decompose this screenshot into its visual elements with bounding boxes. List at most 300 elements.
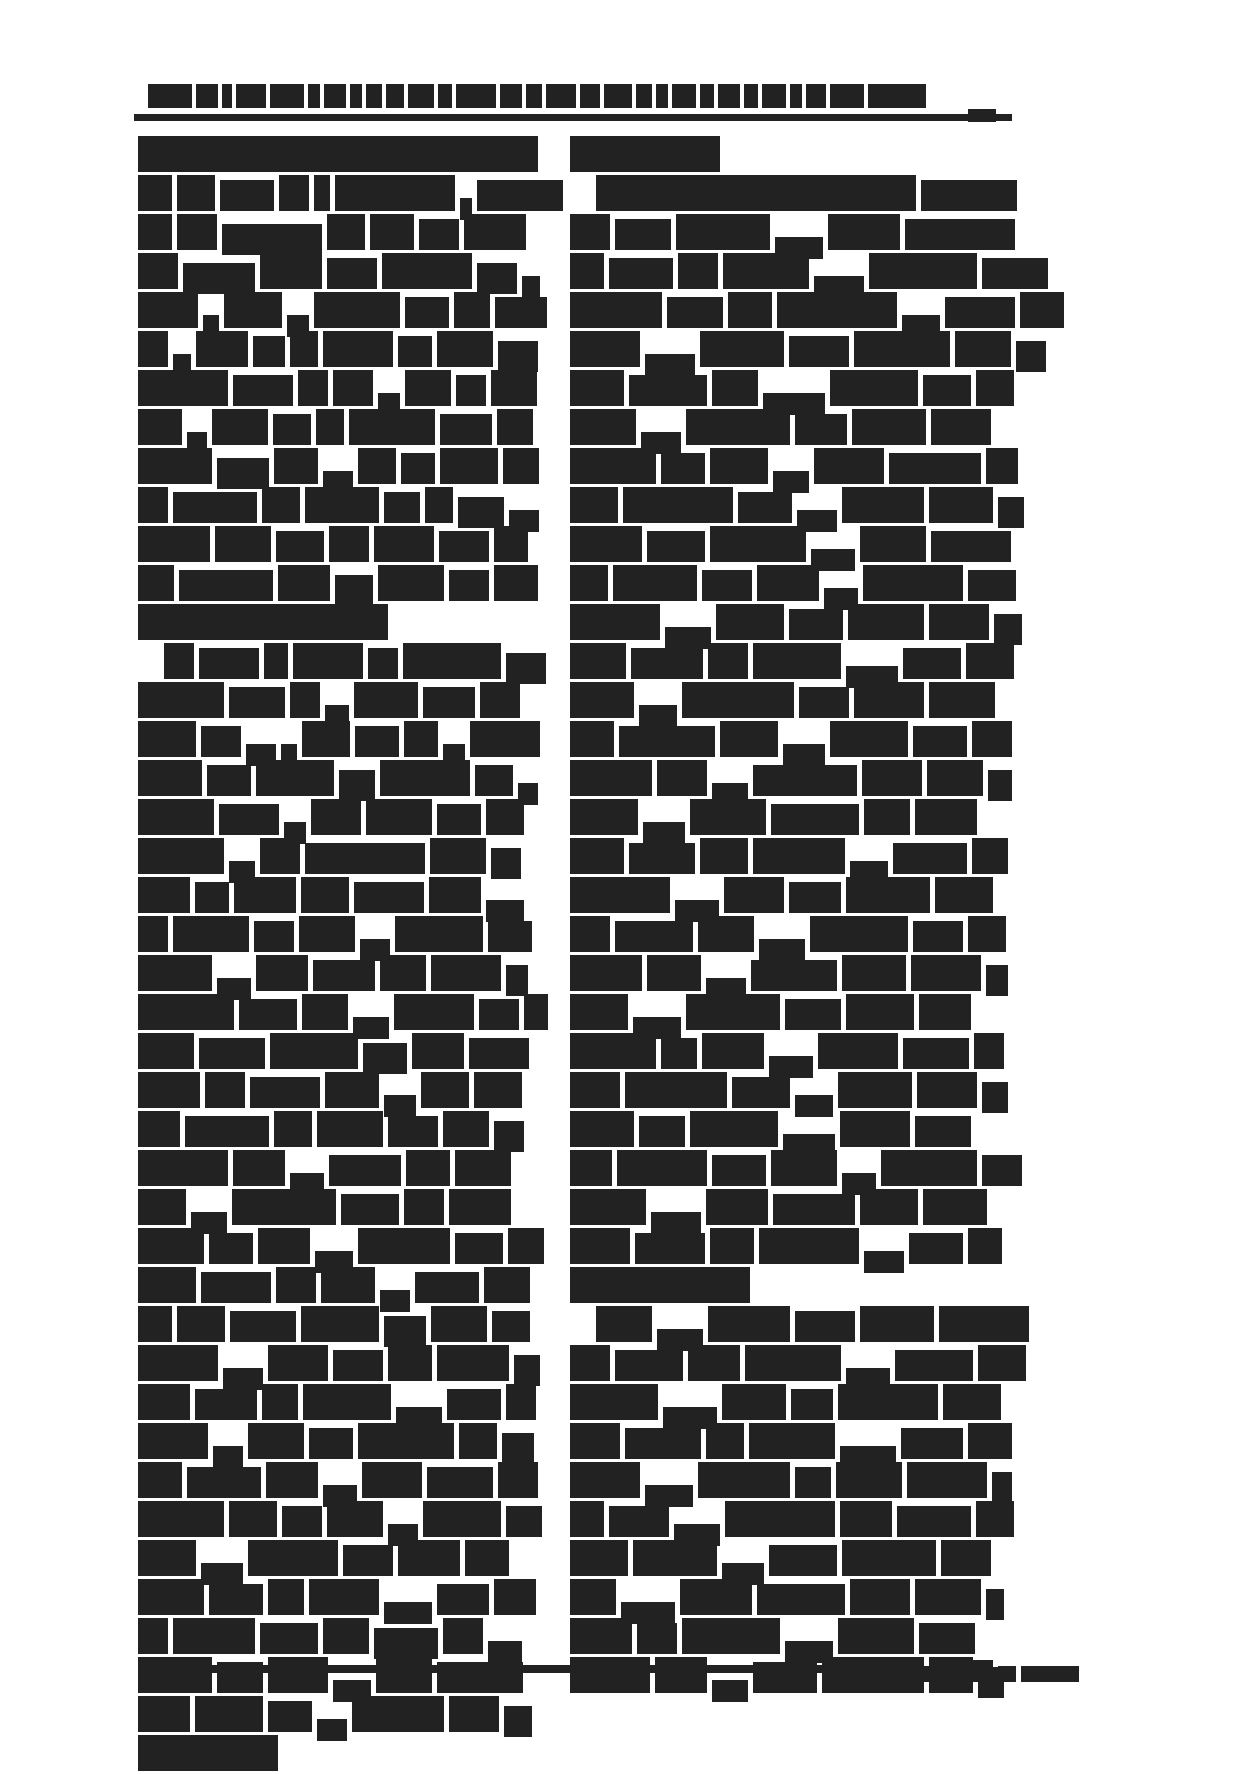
redaction-bar	[570, 448, 656, 484]
redaction-bar	[500, 84, 522, 108]
redaction-bar	[173, 1618, 255, 1654]
redaction-bar	[236, 84, 266, 108]
redaction-bar	[706, 1423, 744, 1459]
redaction-bar	[698, 1462, 790, 1498]
redaction-bar	[311, 799, 361, 835]
redaction-bar	[138, 799, 214, 835]
redaction-bar	[384, 492, 420, 523]
redaction-bar	[570, 409, 636, 445]
redaction-bar	[298, 370, 328, 406]
redaction-bar	[655, 1657, 707, 1693]
redaction-bar	[209, 1233, 253, 1264]
redaction-bar	[456, 375, 486, 406]
redaction-bar	[720, 721, 778, 757]
redacted-text-line	[570, 1345, 1012, 1384]
redaction-bar	[305, 487, 379, 523]
redaction-bar	[470, 721, 540, 757]
redaction-bar	[358, 448, 396, 484]
redaction-bar	[818, 1033, 898, 1069]
redaction-bar	[164, 643, 194, 679]
redaction-bar	[427, 1467, 493, 1498]
redaction-bar	[456, 84, 496, 108]
redaction-bar	[378, 565, 444, 601]
redaction-bar	[762, 84, 786, 108]
redaction-bar	[570, 877, 670, 913]
redaction-bar	[477, 180, 563, 211]
redaction-bar	[138, 1033, 194, 1069]
redaction-bar	[795, 1311, 855, 1342]
redaction-bar	[302, 994, 348, 1030]
redaction-bar	[710, 1228, 754, 1264]
redaction-bar	[138, 331, 168, 367]
redaction-bar	[842, 487, 924, 523]
redaction-bar	[903, 648, 961, 679]
redaction-bar	[570, 604, 660, 640]
redaction-bar	[893, 843, 967, 874]
redaction-bar	[570, 1579, 616, 1615]
redaction-bar	[661, 453, 705, 484]
redaction-bar	[939, 1306, 1029, 1342]
redaction-bar	[177, 214, 217, 250]
redaction-bar	[860, 526, 926, 562]
redaction-bar	[480, 682, 520, 718]
redaction-bar	[749, 1423, 835, 1459]
redacted-text-line	[570, 1384, 1012, 1423]
redaction-bar	[138, 1072, 200, 1108]
redaction-bar	[625, 1072, 727, 1108]
redaction-bar	[968, 1228, 1002, 1264]
redaction-bar	[929, 682, 995, 718]
redaction-bar	[686, 994, 780, 1030]
redaction-bar	[196, 331, 248, 367]
redaction-bar	[570, 1384, 658, 1420]
redaction-bar	[232, 1189, 336, 1225]
redacted-text-line	[138, 1579, 546, 1618]
redaction-bar	[408, 84, 434, 108]
redaction-bar	[368, 648, 398, 679]
redaction-bar	[998, 1666, 1016, 1682]
redaction-bar	[724, 877, 784, 913]
redaction-bar	[335, 175, 455, 211]
redaction-bar	[570, 1033, 656, 1069]
redaction-bar	[915, 1116, 971, 1147]
redaction-bar	[258, 1228, 310, 1264]
redaction-bar	[262, 487, 300, 523]
redaction-bar	[425, 487, 453, 523]
redaction-bar	[219, 804, 279, 835]
redacted-text-line	[570, 448, 1012, 487]
redaction-bar	[945, 297, 1015, 328]
redacted-text-line	[138, 643, 546, 682]
redaction-bar	[195, 1389, 257, 1420]
redaction-bar	[217, 458, 269, 489]
redacted-text-line	[570, 877, 1012, 916]
redaction-bar	[138, 1579, 204, 1615]
redaction-bar	[700, 84, 714, 108]
redaction-bar	[301, 1306, 379, 1342]
redaction-bar	[440, 414, 492, 445]
redaction-bar	[706, 1189, 768, 1225]
redaction-bar	[260, 1623, 318, 1654]
redaction-bar	[423, 1501, 501, 1537]
redaction-bar	[274, 448, 318, 484]
redaction-bar	[923, 375, 971, 406]
redaction-bar	[570, 292, 662, 328]
redaction-bar	[469, 1038, 529, 1069]
redacted-paragraph	[570, 1306, 1012, 1696]
redaction-bar	[309, 1428, 353, 1459]
redaction-bar	[738, 492, 792, 523]
redaction-bar	[423, 687, 475, 718]
redacted-text-line	[138, 448, 546, 487]
redaction-bar	[913, 921, 963, 952]
redaction-bar	[374, 526, 434, 562]
redaction-bar	[702, 1033, 764, 1069]
redacted-text-line	[138, 292, 546, 331]
redaction-bar	[838, 1618, 914, 1654]
redaction-bar	[233, 1150, 285, 1186]
redacted-text-line	[138, 526, 546, 565]
redaction-bar	[617, 1150, 707, 1186]
redaction-bar	[339, 770, 375, 801]
redaction-bar	[712, 370, 758, 406]
redaction-bar	[494, 1579, 536, 1615]
redaction-bar	[609, 1506, 669, 1537]
redaction-bar	[789, 609, 843, 640]
redaction-bar	[431, 955, 501, 991]
redaction-bar	[138, 487, 168, 523]
redacted-text-line	[570, 1579, 1012, 1618]
redaction-bar	[282, 1506, 322, 1537]
redaction-bar	[852, 409, 926, 445]
redaction-bar	[358, 1423, 454, 1459]
redacted-text-line	[138, 1696, 546, 1735]
redaction-bar	[439, 531, 489, 562]
redaction-bar	[212, 409, 268, 445]
redaction-bar	[497, 409, 533, 445]
redaction-bar	[199, 1038, 265, 1069]
redacted-text-line	[138, 1345, 546, 1384]
redaction-bar	[220, 180, 274, 211]
redaction-bar	[629, 843, 695, 874]
redaction-bar	[464, 214, 526, 250]
redaction-bar	[138, 1540, 196, 1576]
redaction-bar	[968, 916, 1006, 952]
redaction-bar	[771, 1150, 837, 1186]
redaction-bar	[341, 1194, 399, 1225]
redaction-bar	[138, 838, 224, 874]
redaction-bar	[363, 1043, 407, 1074]
redaction-bar	[976, 370, 1014, 406]
redaction-bar	[702, 570, 752, 601]
redacted-text-line	[138, 1228, 546, 1267]
redacted-text-line	[138, 214, 546, 253]
page-header	[148, 84, 1012, 110]
redaction-bar	[570, 643, 626, 679]
redaction-bar	[138, 1696, 190, 1732]
redacted-text-line	[138, 877, 546, 916]
redaction-bar	[398, 1540, 460, 1576]
redaction-bar	[394, 994, 474, 1030]
redaction-bar	[830, 84, 864, 108]
redaction-bar	[753, 838, 845, 874]
redaction-bar	[138, 1618, 168, 1654]
redaction-bar	[314, 292, 400, 328]
redaction-bar	[270, 84, 304, 108]
redaction-bar	[935, 877, 993, 913]
redaction-bar	[138, 1189, 186, 1225]
redacted-text-line	[138, 916, 546, 955]
redaction-bar	[494, 526, 528, 562]
redaction-bar	[570, 253, 604, 289]
redaction-bar	[613, 565, 697, 601]
redaction-bar	[401, 453, 435, 484]
redaction-bar	[366, 84, 382, 108]
redaction-bar	[215, 526, 271, 562]
redaction-bar	[795, 1467, 831, 1498]
redaction-bar	[503, 448, 539, 484]
redaction-bar	[799, 687, 849, 718]
redaction-bar	[570, 721, 614, 757]
redaction-bar	[349, 409, 435, 445]
redaction-bar	[187, 1467, 261, 1498]
redacted-text-line	[570, 838, 1012, 877]
redaction-bar	[921, 180, 1017, 211]
redacted-text-line	[138, 409, 546, 448]
redaction-bar	[580, 84, 600, 108]
redaction-bar	[279, 175, 309, 211]
redaction-bar	[329, 526, 369, 562]
redaction-bar	[751, 960, 837, 991]
redaction-bar	[680, 1579, 752, 1615]
redaction-bar	[698, 916, 754, 952]
redacted-text-line	[138, 1072, 546, 1111]
redaction-bar	[455, 1150, 511, 1186]
redaction-bar	[248, 1540, 338, 1576]
redaction-bar	[609, 258, 673, 289]
redaction-bar	[868, 84, 926, 108]
redaction-bar	[769, 1545, 837, 1576]
redaction-bar	[138, 1384, 190, 1420]
redacted-text-line	[138, 1462, 546, 1501]
redacted-title	[148, 84, 1012, 110]
redaction-bar	[358, 1228, 450, 1264]
redaction-bar	[636, 84, 652, 108]
redacted-text-line	[138, 1501, 546, 1540]
redaction-bar	[806, 84, 826, 108]
redaction-bar	[491, 848, 521, 879]
redaction-bar	[988, 770, 1012, 801]
redaction-bar	[506, 965, 528, 996]
redaction-bar	[814, 448, 884, 484]
redacted-text-line	[570, 253, 1012, 292]
redaction-bar	[138, 994, 234, 1030]
redaction-bar	[625, 1428, 701, 1459]
redaction-bar	[994, 614, 1022, 645]
redacted-text-line	[570, 1618, 1012, 1657]
redaction-bar	[570, 916, 610, 952]
redaction-bar	[278, 565, 330, 601]
redaction-bar	[978, 1345, 1026, 1381]
redaction-bar	[716, 604, 784, 640]
redaction-bar	[395, 916, 483, 952]
redaction-bar	[419, 219, 459, 250]
redaction-bar	[905, 219, 1015, 250]
redaction-bar	[795, 414, 847, 445]
redaction-bar	[388, 1345, 432, 1381]
redaction-bar	[570, 682, 634, 718]
redaction-bar	[623, 487, 733, 523]
redaction-bar	[495, 297, 547, 328]
redaction-bar	[437, 1584, 489, 1615]
redaction-bar	[656, 84, 668, 108]
redaction-bar	[848, 604, 924, 640]
redacted-text-line	[570, 604, 1012, 643]
redaction-bar	[299, 916, 355, 952]
redaction-bar	[430, 838, 486, 874]
redaction-bar	[982, 1082, 1008, 1113]
redaction-bar	[570, 1501, 604, 1537]
redaction-bar	[840, 1111, 910, 1147]
redaction-bar	[506, 1506, 542, 1537]
redaction-bar	[972, 838, 1008, 874]
redaction-bar	[431, 1306, 487, 1342]
redaction-bar	[222, 224, 322, 255]
redaction-bar	[757, 565, 819, 601]
redaction-bar	[917, 1072, 977, 1108]
redaction-bar	[138, 1228, 204, 1264]
redaction-bar	[324, 84, 346, 108]
redaction-bar	[635, 1233, 705, 1264]
redaction-bar	[253, 336, 285, 367]
redaction-bar	[968, 570, 1016, 601]
redaction-bar	[437, 331, 493, 367]
redaction-bar	[274, 1111, 312, 1147]
redaction-bar	[570, 1423, 620, 1459]
redaction-bar	[302, 721, 350, 757]
redaction-bar	[941, 1540, 991, 1576]
redaction-bar	[570, 1072, 620, 1108]
redaction-bar	[494, 1121, 524, 1152]
redacted-text-line	[138, 799, 546, 838]
redaction-bar	[270, 1033, 358, 1069]
redaction-bar	[672, 84, 696, 108]
left-column	[138, 136, 546, 1774]
redaction-bar	[570, 1267, 750, 1303]
redaction-bar	[138, 448, 212, 484]
redacted-text-line	[138, 1267, 546, 1306]
redaction-bar	[931, 409, 991, 445]
redaction-bar	[350, 84, 362, 108]
redaction-bar	[293, 643, 363, 679]
redaction-bar	[138, 604, 388, 640]
redaction-bar	[744, 84, 758, 108]
redaction-bar	[570, 136, 720, 172]
redaction-bar	[325, 1072, 379, 1108]
redaction-bar	[966, 643, 1014, 679]
redaction-bar	[943, 1384, 1001, 1420]
redacted-text-line	[570, 370, 1012, 409]
redaction-bar	[309, 1579, 379, 1615]
redaction-bar	[506, 1384, 536, 1420]
redaction-bar	[791, 1389, 833, 1420]
redacted-text-line	[570, 487, 1012, 526]
redaction-bar	[570, 799, 638, 835]
redaction-bar	[256, 955, 308, 991]
redacted-text-line	[138, 955, 546, 994]
redaction-bar	[443, 1618, 483, 1654]
redaction-bar	[897, 1506, 971, 1537]
redaction-bar	[404, 1189, 444, 1225]
redacted-text-line	[570, 1423, 1012, 1462]
redaction-bar	[305, 843, 425, 874]
redaction-bar	[570, 1228, 630, 1264]
redaction-bar	[229, 687, 285, 718]
redacted-text-line	[570, 409, 1012, 448]
header-rule	[134, 114, 1012, 121]
redaction-bar	[138, 1735, 278, 1771]
redaction-bar	[384, 1316, 426, 1347]
redaction-bar	[138, 565, 174, 601]
redacted-text-line	[570, 214, 1012, 253]
redaction-bar	[327, 214, 365, 250]
redaction-bar	[199, 648, 259, 679]
redacted-text-line	[138, 1111, 546, 1150]
redaction-bar	[570, 214, 610, 250]
redaction-bar	[370, 214, 414, 250]
redaction-bar	[722, 1384, 786, 1420]
redaction-bar	[256, 760, 334, 796]
redaction-bar	[404, 721, 438, 757]
redaction-bar	[570, 370, 624, 406]
redaction-bar	[911, 955, 981, 991]
redaction-bar	[492, 1311, 530, 1342]
redaction-bar	[773, 1194, 855, 1225]
redaction-bar	[260, 838, 300, 874]
redaction-bar	[982, 1155, 1022, 1186]
redaction-bar	[838, 1384, 938, 1420]
redaction-bar	[712, 1155, 766, 1186]
redaction-bar	[728, 292, 772, 328]
redaction-bar	[449, 570, 489, 601]
redaction-bar	[386, 84, 404, 108]
redaction-bar	[850, 1579, 910, 1615]
redaction-bar	[327, 1501, 383, 1537]
redaction-bar	[380, 760, 470, 796]
redacted-text-line	[138, 1033, 546, 1072]
redaction-bar	[177, 175, 215, 211]
redaction-bar	[138, 253, 178, 289]
redaction-bar	[479, 999, 519, 1030]
redaction-bar	[842, 1540, 936, 1576]
redaction-bar	[382, 253, 472, 289]
redaction-bar	[570, 1345, 610, 1381]
redaction-bar	[777, 292, 897, 328]
redaction-bar	[753, 643, 841, 679]
redaction-bar	[836, 1462, 902, 1498]
redaction-bar	[335, 575, 373, 606]
redaction-bar	[1016, 341, 1046, 372]
redaction-bar	[380, 955, 426, 991]
redaction-bar	[570, 1540, 628, 1576]
redaction-bar	[301, 877, 349, 913]
redaction-bar	[138, 721, 196, 757]
redaction-bar	[508, 1228, 544, 1264]
redaction-bar	[830, 370, 918, 406]
redaction-bar	[686, 409, 790, 445]
redaction-bar	[615, 219, 671, 250]
redaction-bar	[316, 409, 344, 445]
